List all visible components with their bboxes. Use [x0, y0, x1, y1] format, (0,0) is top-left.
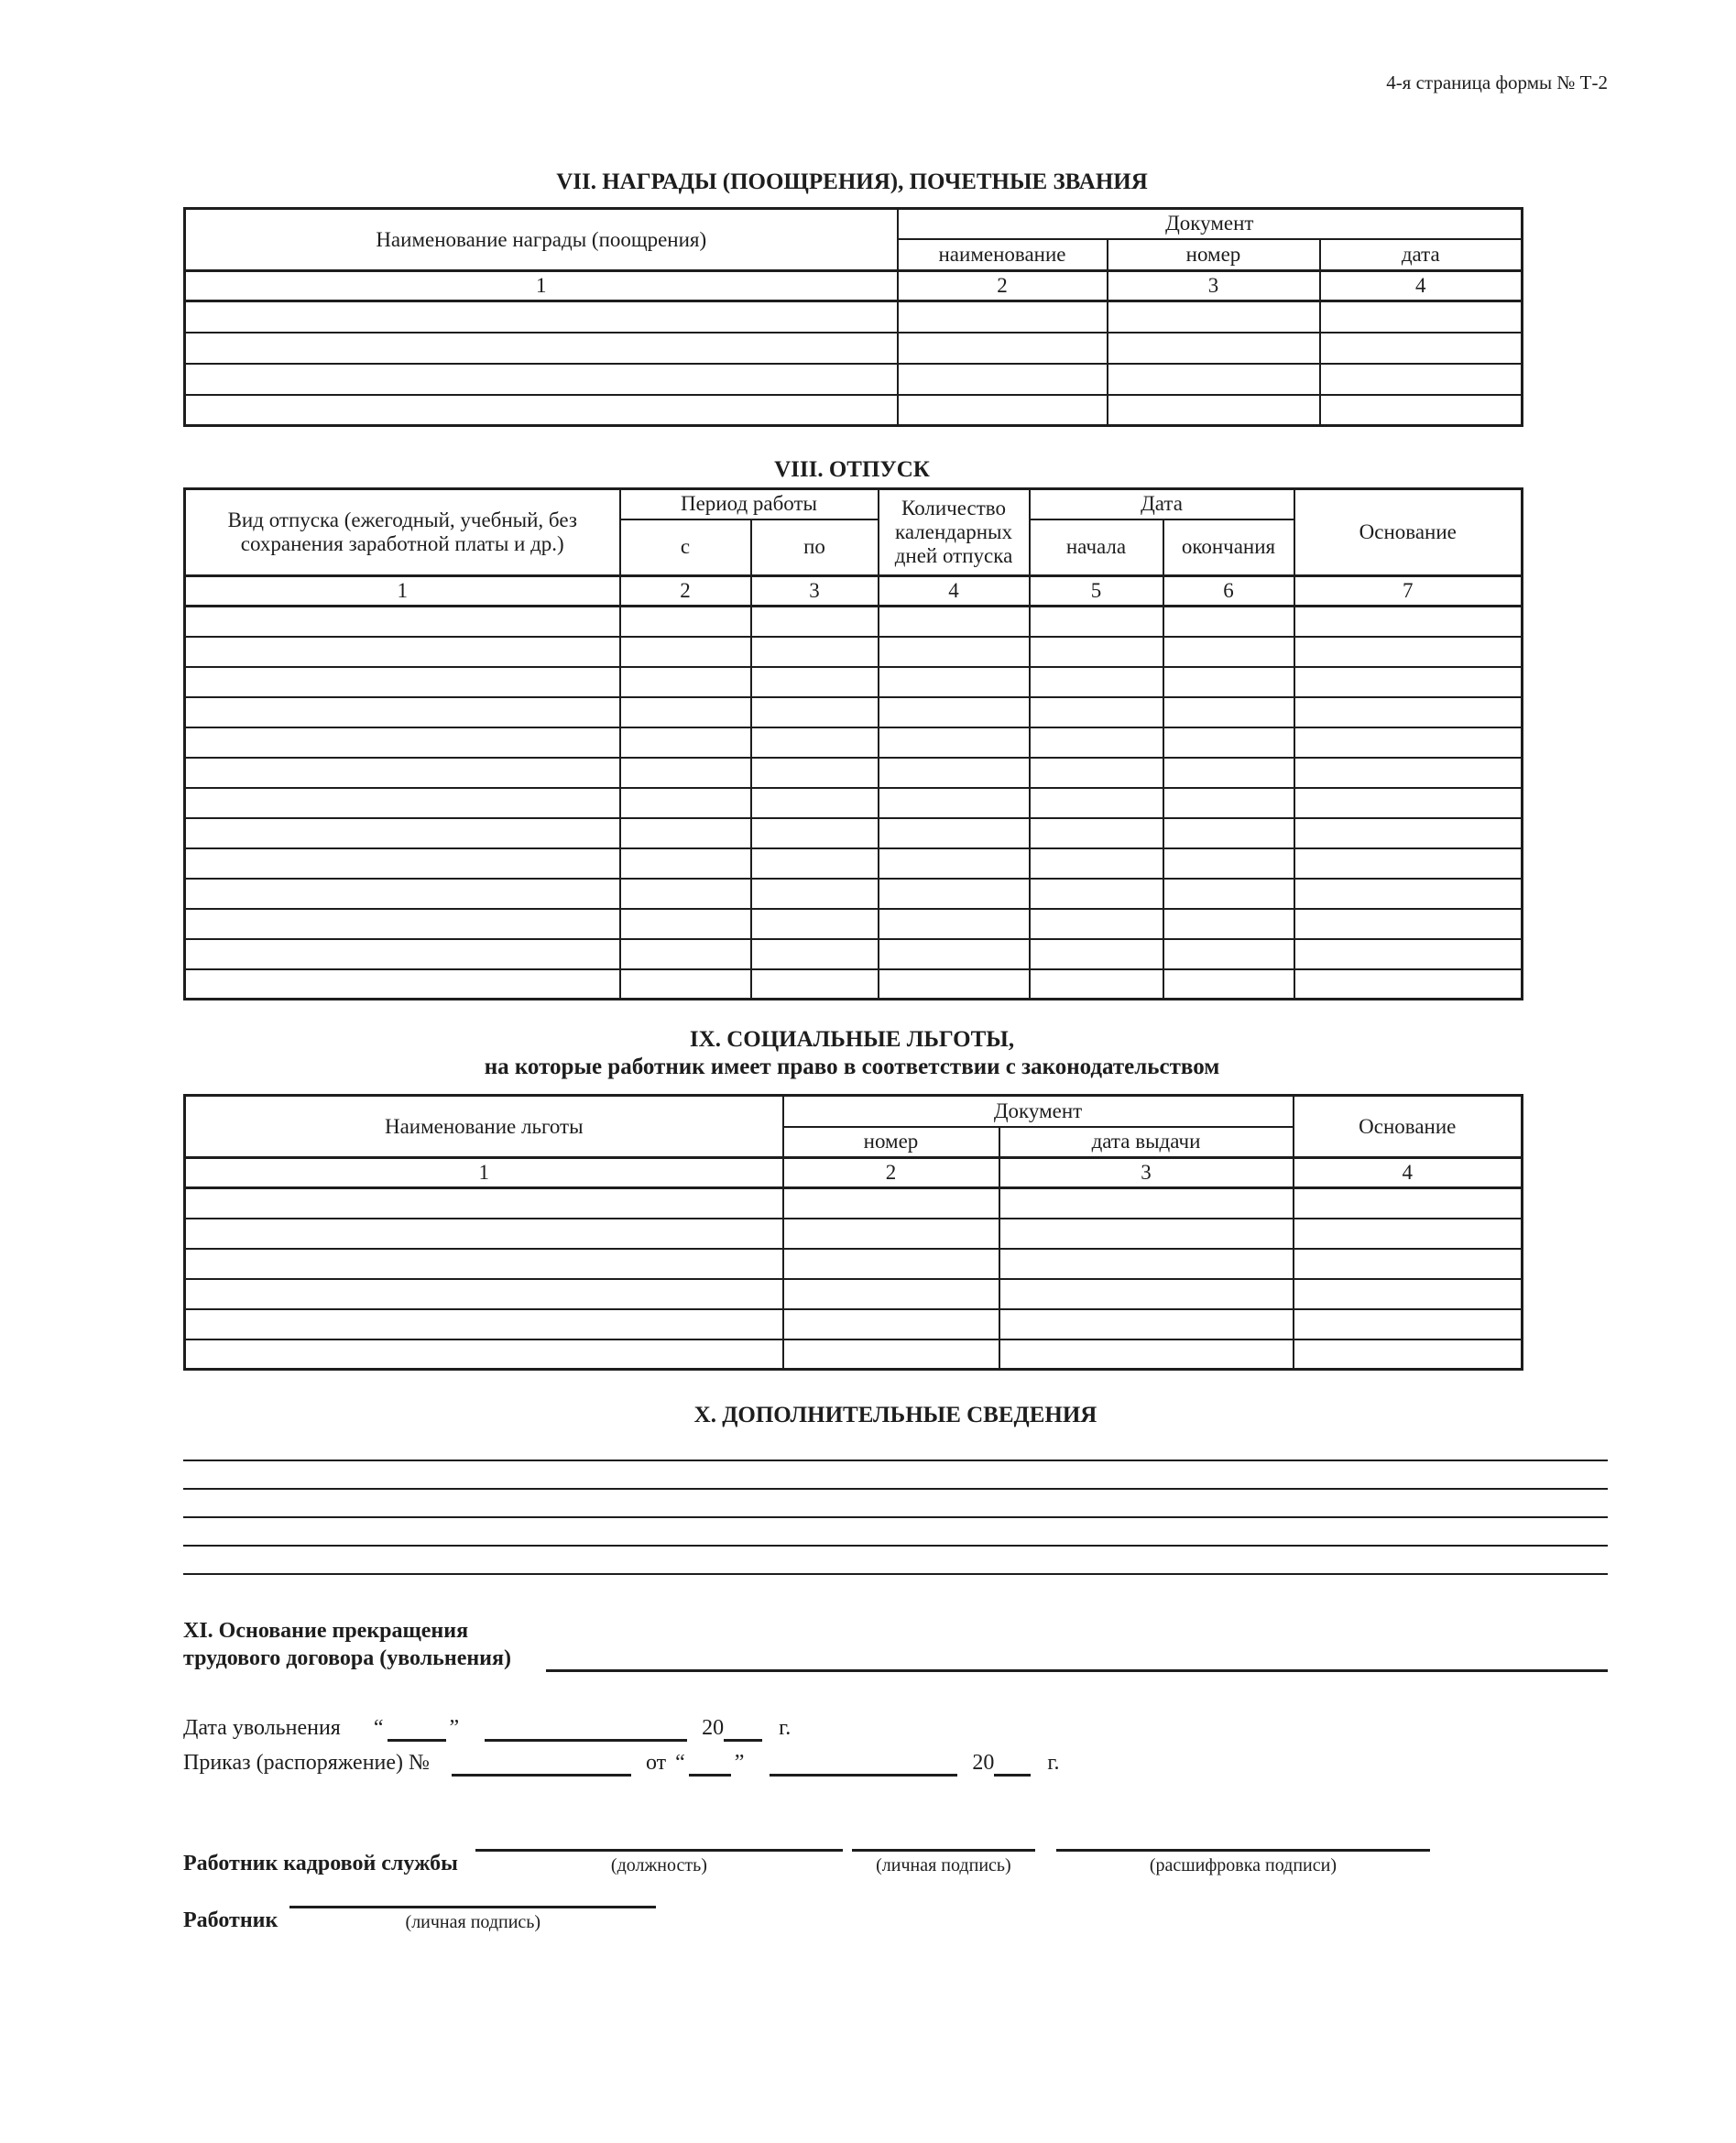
- year-blank: [724, 1718, 762, 1742]
- vacation-empty-row: [185, 909, 1523, 939]
- empty-cell: [620, 909, 751, 939]
- empty-cell: [999, 1188, 1294, 1219]
- benefits-column-numbers: [185, 1158, 1523, 1188]
- empty-cell: [185, 301, 898, 333]
- blank-write-in-line: [183, 1518, 1608, 1547]
- benefits-empty-row: [185, 1249, 1523, 1279]
- benefit-issue-date-header: дата выдачи: [999, 1127, 1294, 1158]
- empty-cell: [751, 637, 879, 667]
- section-xi: [183, 1617, 1608, 1672]
- empty-cell: [1030, 758, 1163, 788]
- employee-signature-row: [183, 1883, 1608, 1934]
- empty-cell: [185, 637, 620, 667]
- empty-cell: [1030, 818, 1163, 848]
- empty-cell: [879, 607, 1030, 637]
- vacation-empty-row: [185, 818, 1523, 848]
- empty-cell: [620, 667, 751, 697]
- section-xi-title-line1: XI. Основание прекращения: [183, 1619, 469, 1643]
- empty-cell: [879, 909, 1030, 939]
- benefits-table: [183, 1094, 1523, 1371]
- empty-cell: [185, 1188, 783, 1219]
- empty-cell: [1030, 667, 1163, 697]
- empty-cell: [620, 727, 751, 758]
- blank-write-in-line: [183, 1461, 1608, 1490]
- year-suffix: г.: [779, 1716, 792, 1740]
- empty-cell: [751, 969, 879, 1000]
- empty-cell: [999, 1279, 1294, 1309]
- col-number: 1: [185, 576, 620, 607]
- section-vii-title: VII. НАГРАДЫ (ПООЩРЕНИЯ), ПОЧЕТНЫЕ ЗВАНИЯ: [556, 169, 1148, 194]
- empty-cell: [185, 1279, 783, 1309]
- empty-cell: [751, 818, 879, 848]
- awards-document-header: Документ: [898, 209, 1523, 239]
- empty-cell: [879, 667, 1030, 697]
- vacation-empty-row: [185, 969, 1523, 1000]
- empty-cell: [1163, 969, 1294, 1000]
- empty-cell: [620, 818, 751, 848]
- termination-basis-blank-line: [546, 1645, 1608, 1672]
- empty-cell: [1294, 758, 1523, 788]
- benefit-basis-header: Основание: [1294, 1096, 1523, 1158]
- empty-cell: [1294, 667, 1523, 697]
- empty-cell: [1294, 727, 1523, 758]
- empty-cell: [751, 697, 879, 727]
- empty-cell: [185, 848, 620, 879]
- open-quote: “: [675, 1751, 685, 1775]
- position-field: [475, 1826, 843, 1877]
- col-number: 4: [879, 576, 1030, 607]
- empty-cell: [1030, 607, 1163, 637]
- vacation-empty-row: [185, 727, 1523, 758]
- empty-cell: [999, 1219, 1294, 1249]
- period-to-header: по: [751, 519, 879, 576]
- order-line: [183, 1747, 1608, 1778]
- employee-label: Работник: [183, 1908, 278, 1932]
- vacation-empty-row: [185, 788, 1523, 818]
- empty-cell: [185, 697, 620, 727]
- empty-cell: [1163, 607, 1294, 637]
- year-suffix: г.: [1047, 1751, 1060, 1775]
- empty-cell: [1163, 637, 1294, 667]
- empty-cell: [1163, 848, 1294, 879]
- empty-cell: [783, 1249, 999, 1279]
- day-blank: [388, 1718, 446, 1742]
- empty-cell: [185, 333, 898, 364]
- empty-cell: [620, 607, 751, 637]
- empty-cell: [1030, 637, 1163, 667]
- empty-cell: [185, 727, 620, 758]
- section-x-title: X. ДОПОЛНИТЕЛЬНЫЕ СВЕДЕНИЯ: [693, 1403, 1097, 1427]
- empty-cell: [879, 818, 1030, 848]
- year-prefix: 20: [972, 1751, 995, 1775]
- empty-cell: [783, 1188, 999, 1219]
- day-blank: [689, 1753, 731, 1777]
- empty-cell: [1163, 697, 1294, 727]
- empty-cell: [1163, 818, 1294, 848]
- col-number: 4: [1320, 271, 1523, 301]
- benefits-empty-row: [185, 1219, 1523, 1249]
- empty-cell: [185, 939, 620, 969]
- additional-info-lines: [183, 1433, 1608, 1575]
- awards-doc-name-header: наименование: [898, 239, 1108, 271]
- empty-cell: [185, 909, 620, 939]
- benefit-name-header: Наименование льготы: [185, 1096, 783, 1158]
- empty-cell: [185, 879, 620, 909]
- section-viii-title: VIII. ОТПУСК: [774, 457, 930, 482]
- empty-cell: [751, 909, 879, 939]
- period-from-header: с: [620, 519, 751, 576]
- empty-cell: [783, 1339, 999, 1370]
- empty-cell: [1294, 939, 1523, 969]
- empty-cell: [1320, 364, 1523, 395]
- month-blank: [770, 1753, 957, 1777]
- col-number: 2: [620, 576, 751, 607]
- empty-cell: [879, 758, 1030, 788]
- awards-column-numbers: [185, 271, 1523, 301]
- empty-cell: [185, 1309, 783, 1339]
- vacation-type-header: Вид отпуска (ежегодный, учебный, без сохранения заработной платы и др.): [185, 489, 620, 576]
- empty-cell: [620, 697, 751, 727]
- empty-cell: [1163, 939, 1294, 969]
- empty-cell: [751, 939, 879, 969]
- col-number: 3: [751, 576, 879, 607]
- empty-cell: [898, 333, 1108, 364]
- empty-cell: [999, 1249, 1294, 1279]
- awards-doc-date-header: дата: [1320, 239, 1523, 271]
- date-end-header: окончания: [1163, 519, 1294, 576]
- date-start-header: начала: [1030, 519, 1163, 576]
- empty-cell: [185, 1339, 783, 1370]
- vacation-empty-row: [185, 697, 1523, 727]
- empty-cell: [1294, 1219, 1523, 1249]
- empty-cell: [751, 879, 879, 909]
- empty-cell: [879, 879, 1030, 909]
- benefit-doc-number-header: номер: [783, 1127, 999, 1158]
- benefits-empty-row: [185, 1279, 1523, 1309]
- vacation-empty-row: [185, 667, 1523, 697]
- signature-decryption-field: [1056, 1826, 1430, 1877]
- empty-cell: [185, 1249, 783, 1279]
- empty-cell: [1294, 1309, 1523, 1339]
- empty-cell: [185, 818, 620, 848]
- col-number: 7: [1294, 576, 1523, 607]
- benefits-empty-row: [185, 1188, 1523, 1219]
- col-number: 1: [185, 271, 898, 301]
- open-quote: “: [373, 1716, 384, 1740]
- empty-cell: [1030, 697, 1163, 727]
- empty-cell: [1108, 333, 1320, 364]
- date-header: Дата: [1030, 489, 1294, 519]
- hr-officer-label: Работник кадровой службы: [183, 1852, 458, 1875]
- empty-cell: [185, 788, 620, 818]
- empty-cell: [1030, 879, 1163, 909]
- work-period-header: Период работы: [620, 489, 879, 519]
- empty-cell: [1294, 909, 1523, 939]
- employee-signature-field: [289, 1883, 656, 1934]
- empty-cell: [751, 758, 879, 788]
- close-quote: ”: [734, 1751, 745, 1775]
- blank-write-in-line: [183, 1433, 1608, 1461]
- empty-cell: [999, 1339, 1294, 1370]
- awards-doc-number-header: номер: [1108, 239, 1320, 271]
- empty-cell: [751, 667, 879, 697]
- vacation-empty-row: [185, 637, 1523, 667]
- empty-cell: [1294, 1249, 1523, 1279]
- section-ix-title: IX. СОЦИАЛЬНЫЕ ЛЬГОТЫ,: [689, 1027, 1015, 1052]
- dismissal-date-line: [183, 1712, 1608, 1744]
- empty-cell: [1320, 301, 1523, 333]
- position-caption: (должность): [610, 1855, 707, 1875]
- awards-empty-row: [185, 301, 1523, 333]
- section-xi-title: [183, 1617, 511, 1672]
- empty-cell: [1108, 301, 1320, 333]
- empty-cell: [185, 364, 898, 395]
- from-label: от: [645, 1751, 667, 1775]
- empty-cell: [1163, 879, 1294, 909]
- empty-cell: [1163, 909, 1294, 939]
- empty-cell: [1294, 788, 1523, 818]
- empty-cell: [620, 637, 751, 667]
- empty-cell: [1030, 939, 1163, 969]
- empty-cell: [1294, 607, 1523, 637]
- decryption-caption: (расшифровка подписи): [1149, 1855, 1337, 1875]
- empty-cell: [898, 395, 1108, 426]
- benefits-empty-row: [185, 1309, 1523, 1339]
- vacation-empty-row: [185, 607, 1523, 637]
- employee-signature-blank-line: [289, 1883, 656, 1908]
- empty-cell: [1108, 395, 1320, 426]
- vacation-column-numbers: [185, 576, 1523, 607]
- col-number: 4: [1294, 1158, 1523, 1188]
- hr-signature-row: [183, 1826, 1608, 1877]
- empty-cell: [1320, 333, 1523, 364]
- empty-cell: [620, 879, 751, 909]
- awards-col-name-header: Наименование награды (поощрения): [185, 209, 898, 271]
- empty-cell: [185, 607, 620, 637]
- decryption-blank-line: [1056, 1826, 1430, 1852]
- personal-signature-caption: (личная подпись): [876, 1855, 1011, 1875]
- empty-cell: [879, 969, 1030, 1000]
- year-blank: [994, 1753, 1031, 1777]
- empty-cell: [185, 395, 898, 426]
- empty-cell: [751, 607, 879, 637]
- col-number: 2: [898, 271, 1108, 301]
- empty-cell: [1163, 758, 1294, 788]
- empty-cell: [1294, 848, 1523, 879]
- empty-cell: [620, 788, 751, 818]
- empty-cell: [1030, 727, 1163, 758]
- empty-cell: [1163, 727, 1294, 758]
- col-number: 6: [1163, 576, 1294, 607]
- empty-cell: [1030, 969, 1163, 1000]
- empty-cell: [1030, 848, 1163, 879]
- empty-cell: [185, 667, 620, 697]
- awards-table: [183, 207, 1523, 427]
- empty-cell: [898, 364, 1108, 395]
- empty-cell: [751, 848, 879, 879]
- empty-cell: [1294, 1188, 1523, 1219]
- col-number: 3: [999, 1158, 1294, 1188]
- empty-cell: [1030, 909, 1163, 939]
- vacation-empty-row: [185, 848, 1523, 879]
- signature-blank-line: [852, 1826, 1035, 1852]
- vacation-empty-row: [185, 758, 1523, 788]
- empty-cell: [1320, 395, 1523, 426]
- col-number: 3: [1108, 271, 1320, 301]
- order-label: Приказ (распоряжение) №: [183, 1751, 430, 1775]
- corner-note: 4-я страница формы № Т-2: [1386, 71, 1608, 93]
- empty-cell: [879, 939, 1030, 969]
- calendar-days-header: Количество календарных дней отпуска: [879, 489, 1030, 576]
- empty-cell: [879, 727, 1030, 758]
- empty-cell: [1030, 788, 1163, 818]
- empty-cell: [1163, 667, 1294, 697]
- empty-cell: [751, 727, 879, 758]
- basis-header: Основание: [1294, 489, 1523, 576]
- blank-write-in-line: [183, 1490, 1608, 1518]
- empty-cell: [1294, 637, 1523, 667]
- empty-cell: [751, 788, 879, 818]
- empty-cell: [879, 788, 1030, 818]
- empty-cell: [185, 758, 620, 788]
- empty-cell: [1108, 364, 1320, 395]
- employee-signature-caption: (личная подпись): [405, 1912, 541, 1932]
- empty-cell: [879, 848, 1030, 879]
- empty-cell: [1294, 697, 1523, 727]
- month-blank: [485, 1718, 687, 1742]
- vacation-table: [183, 487, 1523, 1000]
- order-number-blank: [452, 1753, 631, 1777]
- section-xi-title-line2: трудового договора (увольнения): [183, 1646, 511, 1670]
- empty-cell: [1294, 879, 1523, 909]
- blank-write-in-line: [183, 1547, 1608, 1575]
- hr-signature-field: [852, 1826, 1035, 1877]
- col-number: 1: [185, 1158, 783, 1188]
- empty-cell: [185, 969, 620, 1000]
- empty-cell: [879, 697, 1030, 727]
- empty-cell: [620, 848, 751, 879]
- empty-cell: [1294, 969, 1523, 1000]
- empty-cell: [620, 969, 751, 1000]
- dismissal-date-label: Дата увольнения: [183, 1716, 341, 1740]
- col-number: 2: [783, 1158, 999, 1188]
- benefit-document-header: Документ: [783, 1096, 1294, 1127]
- empty-cell: [879, 637, 1030, 667]
- empty-cell: [620, 758, 751, 788]
- empty-cell: [1294, 818, 1523, 848]
- col-number: 5: [1030, 576, 1163, 607]
- vacation-empty-row: [185, 939, 1523, 969]
- empty-cell: [999, 1309, 1294, 1339]
- awards-empty-row: [185, 333, 1523, 364]
- empty-cell: [185, 1219, 783, 1249]
- empty-cell: [783, 1279, 999, 1309]
- position-blank-line: [475, 1826, 843, 1852]
- section-ix-subtitle: на которые работник имеет право в соответствии с законодательством: [484, 1055, 1220, 1079]
- empty-cell: [783, 1219, 999, 1249]
- empty-cell: [1294, 1279, 1523, 1309]
- empty-cell: [783, 1309, 999, 1339]
- year-prefix: 20: [702, 1716, 725, 1740]
- close-quote: ”: [449, 1716, 460, 1740]
- vacation-empty-row: [185, 879, 1523, 909]
- empty-cell: [620, 939, 751, 969]
- empty-cell: [1294, 1339, 1523, 1370]
- benefits-empty-row: [185, 1339, 1523, 1370]
- awards-empty-row: [185, 364, 1523, 395]
- empty-cell: [898, 301, 1108, 333]
- awards-empty-row: [185, 395, 1523, 426]
- empty-cell: [1163, 788, 1294, 818]
